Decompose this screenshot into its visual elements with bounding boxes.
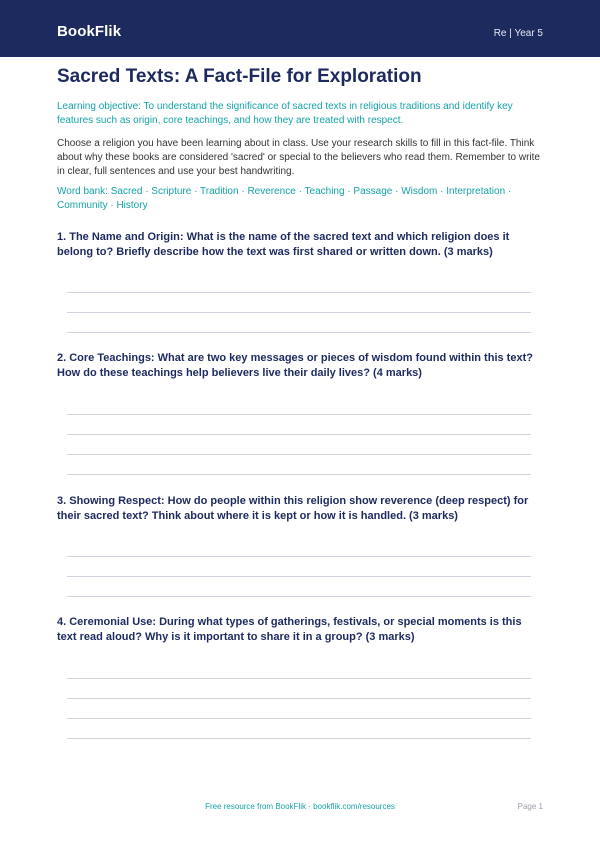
instructions-text: Choose a religion you have been learning about in class. Use your research skills to fill in this fact-file. Think about why these books are considered 'sacred' or special to the believers who read them. Remember to write in clear, full sentences and use your best handwriting. [57, 138, 540, 177]
answer-line[interactable] [67, 576, 531, 577]
answer-line[interactable] [67, 678, 531, 679]
header-bar [0, 0, 600, 57]
answer-line[interactable] [67, 474, 531, 475]
question-4: 4. Ceremonial Use: During what types of gatherings, festivals, or special moments is this text read aloud? Why is it important to share it in a group? (3 marks) [57, 616, 522, 643]
page-number: Page 1 [517, 802, 543, 811]
answer-line[interactable] [67, 596, 531, 597]
learning-objective: Learning objective: To understand the significance of sacred texts in religious traditions and identify key features such as origin, core teachings, and how they are treated with respect. [57, 101, 513, 126]
page-title: Sacred Texts: A Fact-File for Exploration [57, 66, 422, 87]
question-2: 2. Core Teachings: What are two key messages or pieces of wisdom found within this text? How do these teachings help believers live their daily lives? (4 marks) [57, 352, 533, 379]
answer-line[interactable] [67, 698, 531, 699]
question-3: 3. Showing Respect: How do people within this religion show reverence (deep respect) for their sacred text? Think about where it is kept or how it is handled. (3 marks) [57, 495, 529, 522]
footer-link[interactable]: Free resource from BookFlik · bookflik.com/resources [205, 802, 395, 811]
answer-line[interactable] [67, 312, 531, 313]
subject-year-label: Re | Year 5 [493, 28, 543, 39]
answer-line[interactable] [67, 292, 531, 293]
answer-line[interactable] [67, 332, 531, 333]
word-bank: Word bank: Sacred · Scripture · Tradition · Reverence · Teaching · Passage · Wisdom · Interpretation · Community · History [57, 186, 512, 211]
answer-line[interactable] [67, 434, 531, 435]
brand-logo-text[interactable]: BookFlik [57, 23, 122, 40]
answer-line[interactable] [67, 454, 531, 455]
answer-line[interactable] [67, 738, 531, 739]
answer-line[interactable] [67, 414, 531, 415]
question-1: 1. The Name and Origin: What is the name of the sacred text and which religion does it belong to? Briefly describe how the text was first shared or written down. (3 marks) [57, 231, 510, 258]
answer-line[interactable] [67, 718, 531, 719]
answer-line[interactable] [67, 556, 531, 557]
